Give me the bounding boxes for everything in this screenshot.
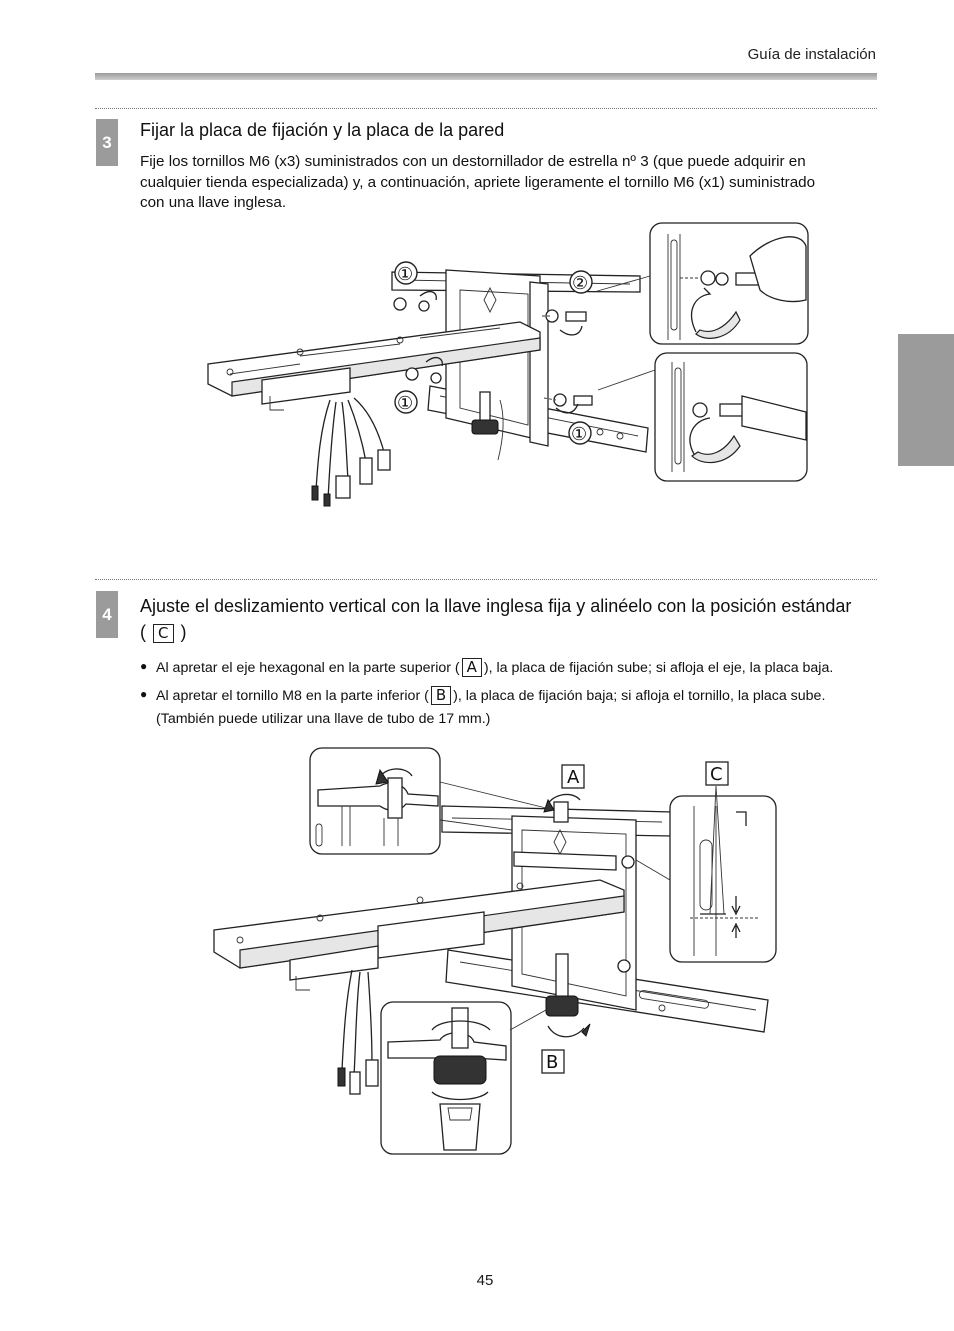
svg-text:①: ①	[397, 393, 414, 414]
body-line: Fije los tornillos M6 (x3) suministrados con un destornillador de estrella nº 3 (que puede adquirir en	[140, 153, 806, 170]
svg-text:C: C	[710, 764, 723, 785]
body-line: con una llave inglesa.	[140, 194, 287, 211]
running-header: Guía de instalación	[747, 46, 876, 63]
body-line: cualquier tienda especializada) y, a continuación, apriete ligeramente el tornillo M6 (x1) suministrado	[140, 173, 816, 191]
label-box-b: B	[431, 686, 451, 705]
figure-label-a	[562, 765, 584, 788]
svg-text:①: ①	[571, 424, 588, 445]
bullet-dot: ●	[140, 659, 148, 673]
svg-text:①: ①	[397, 264, 414, 285]
step-badge: 3	[96, 119, 118, 166]
svg-text:B: B	[546, 1052, 559, 1073]
detail-inset-right	[670, 786, 776, 962]
svg-text:②: ②	[572, 273, 589, 294]
label-box-c: C	[153, 624, 173, 643]
label-box-a: A	[462, 658, 482, 677]
page-number: 45	[476, 1272, 494, 1289]
paren-close: )	[180, 622, 187, 642]
cables	[338, 970, 378, 1094]
step-badge: 4	[96, 591, 118, 638]
bullet-dot: ●	[140, 687, 148, 701]
note: (También puede utilizar una llave de tubo de 17 mm.)	[156, 711, 491, 727]
bullet-item: ● Al apretar el eje hexagonal en la parte superior ( A ), la placa de fijación sube; si afloja el eje, la placa baja.	[140, 658, 834, 676]
paren-open: (	[140, 622, 146, 642]
step-title-line: Ajuste el deslizamiento vertical con la llave inglesa fija y alinéelo con la posición estándar	[140, 596, 852, 616]
detail-inset-top-left	[310, 748, 440, 854]
step-title: Fijar la placa de fijación y la placa de la pared	[140, 120, 505, 140]
bullet-item: ● Al apretar el tornillo M8 en la parte inferior ( B ), la placa de fijación baja; si afloja el tornillo, la placa sube.	[140, 686, 826, 704]
svg-text:A: A	[567, 767, 580, 788]
figure-label-c	[706, 762, 728, 785]
detail-inset-bottom-left	[381, 1002, 511, 1154]
figure-label-b	[542, 1050, 564, 1073]
